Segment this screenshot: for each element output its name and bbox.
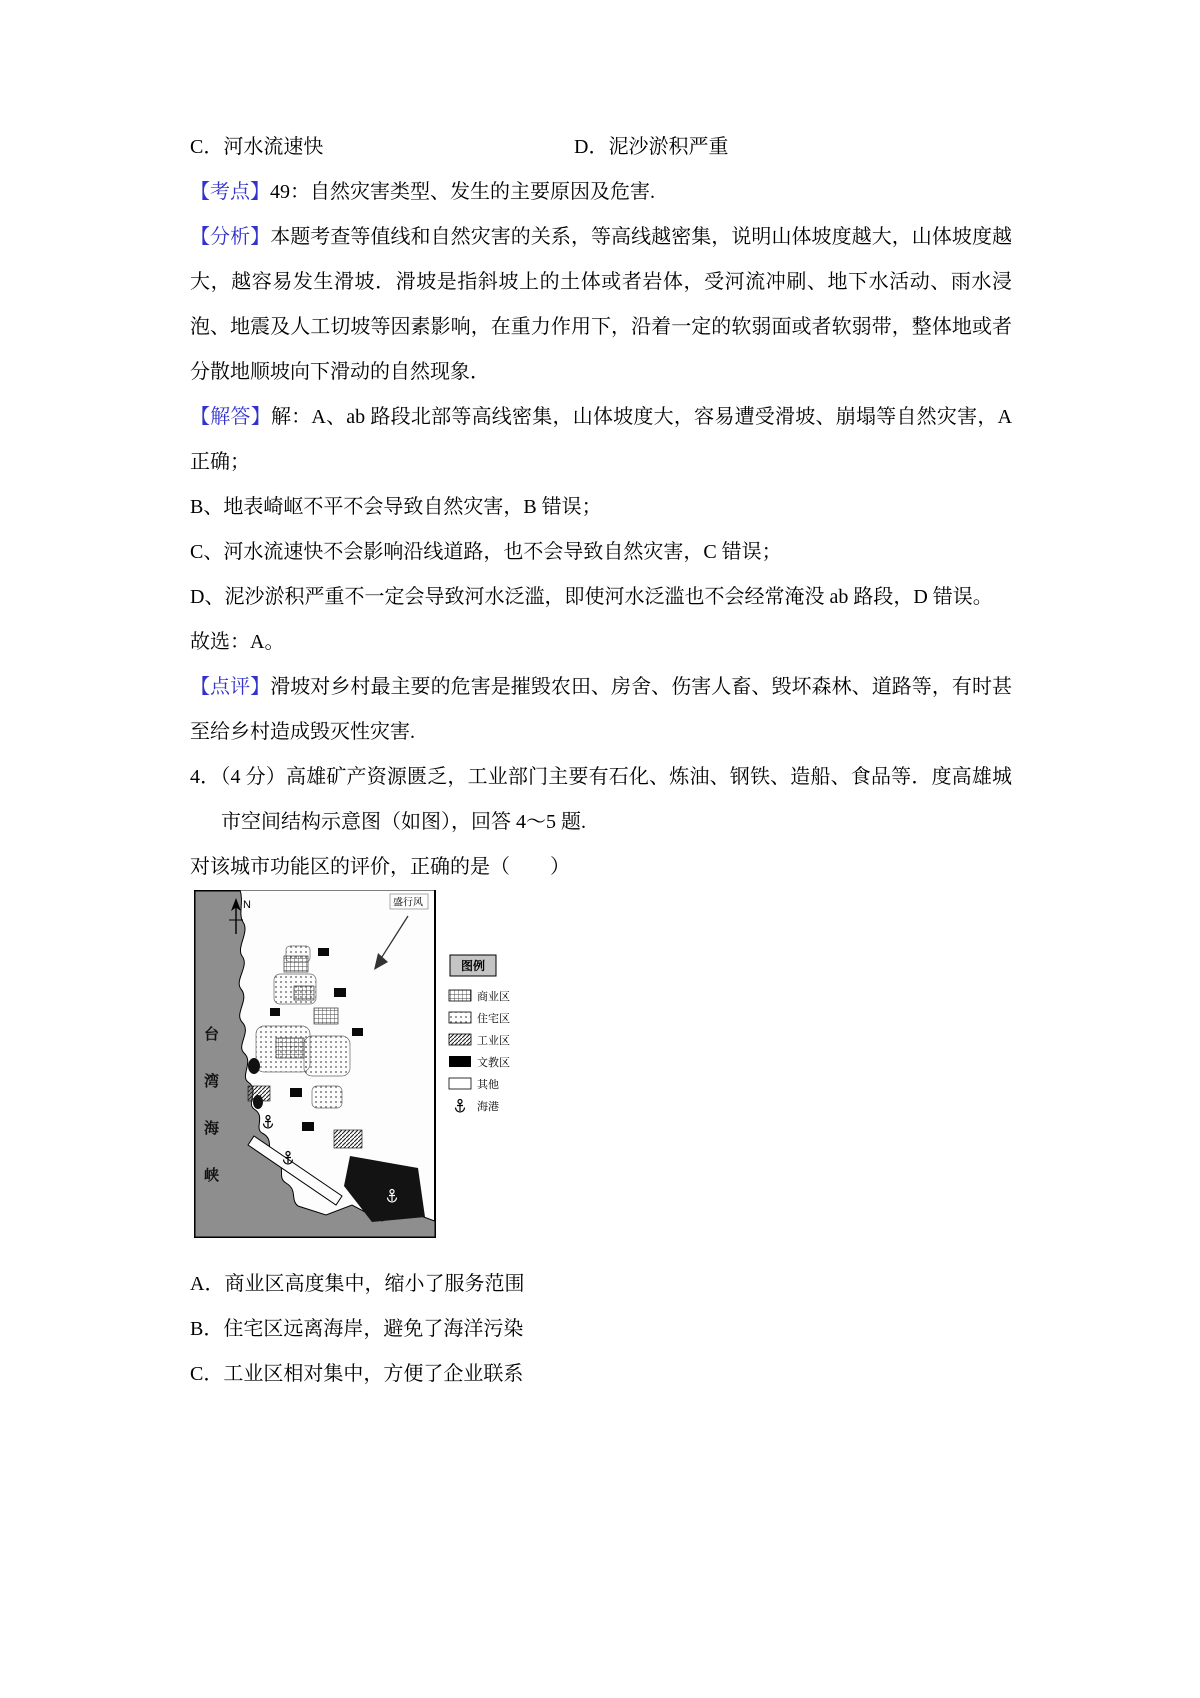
legend-swatch-commercial (449, 990, 471, 1001)
wind-label: 盛行风 (393, 897, 423, 909)
legend-label-commercial: 商业区 (477, 991, 510, 1003)
q3-jieda-line-c: C、河水流速快不会影响沿线道路，也不会导致自然灾害，C 错误； (190, 541, 782, 563)
legend-swatch-cultural (449, 1056, 471, 1067)
content-column (190, 125, 1012, 1397)
q3-kaodian-paragraph (190, 170, 1012, 215)
q3-jieda-line-b: B、地表崎岖不平不会导致自然灾害，B 错误； (190, 496, 602, 518)
q4-stem-text: （4 分）高雄矿产资源匮乏，工业部门主要有石化、炼油、钢铁、造船、食品等．度高雄城市空间结构示意图（如图），回答 4～5 题. (220, 766, 1013, 833)
legend-swatch-residential (449, 1012, 471, 1023)
q4-option-b: B．住宅区远离海岸，避免了海洋污染 (190, 1318, 524, 1340)
legend-label-harbor: 海港 (477, 1101, 499, 1113)
q3-option-c: C．河水流速快 (190, 136, 324, 158)
q4-option-c: C．工业区相对集中，方便了企业联系 (190, 1363, 524, 1385)
kaodian-text: 49：自然灾害类型、发生的主要原因及危害. (270, 181, 655, 203)
legend-anchor-icon (456, 1100, 465, 1113)
city-map-figure (194, 890, 538, 1238)
dianping-text: 滑坡对乡村最主要的危害是摧毁农田、房舍、伤害人畜、毁坏森林、道路等，有时甚至给乡村造成毁灭性灾害. (190, 676, 1013, 743)
jieda-label: 【解答】 (190, 406, 271, 428)
q4-stem-paragraph (190, 755, 1012, 845)
q4-number: 4． (190, 766, 221, 788)
q3-jieda-conclusion: 故选：A。 (190, 631, 285, 653)
q3-jieda-line-d: D、泥沙淤积严重不一定会导致河水泛滥，即使河水泛滥也不会经常淹没 ab 路段，D 错误。 (190, 586, 993, 608)
legend-swatch-other (449, 1078, 471, 1089)
q3-fenxi-paragraph (190, 215, 1012, 395)
taiwan-strait-label: 台湾海峡 (202, 1026, 218, 1214)
legend-title: 图例 (460, 959, 486, 973)
legend-label-residential: 住宅区 (477, 1013, 510, 1025)
fenxi-label: 【分析】 (190, 226, 271, 248)
north-label: N (243, 899, 251, 911)
q3-option-d: D．泥沙淤积严重 (574, 136, 729, 158)
q3-options-row (190, 125, 1012, 170)
q3-jieda-paragraph (190, 395, 1012, 485)
legend-label-other: 其他 (477, 1079, 499, 1091)
dianping-label: 【点评】 (190, 676, 271, 698)
legend-label-industrial: 工业区 (477, 1035, 510, 1047)
q4-prompt: 对该城市功能区的评价，正确的是（ ） (190, 856, 570, 878)
jieda-solve-text: 解：A、ab 路段北部等高线密集，山体坡度大，容易遭受滑坡、崩塌等自然灾害，A 正确； (190, 406, 1013, 473)
fenxi-text: 本题考查等值线和自然灾害的关系，等高线越密集，说明山体坡度越大，山体坡度越大，越容易发生滑坡．滑坡是指斜坡上的土体或者岩体，受河流冲刷、地下水活动、雨水浸泡、地震及人工切坡等因素影响，在重力作用下，沿着一定的软弱面或者软弱带，整体地或者分散地顺坡向下滑动的自然现象． (190, 226, 1013, 383)
legend-label-cultural: 文教区 (477, 1057, 510, 1069)
q4-option-a: A．商业区高度集中，缩小了服务范围 (190, 1273, 525, 1295)
legend-swatch-industrial (449, 1034, 471, 1045)
city-map-svg (194, 890, 538, 1238)
q3-dianping-paragraph (190, 665, 1012, 755)
kaodian-label: 【考点】 (190, 181, 270, 203)
map-legend (449, 955, 510, 1113)
